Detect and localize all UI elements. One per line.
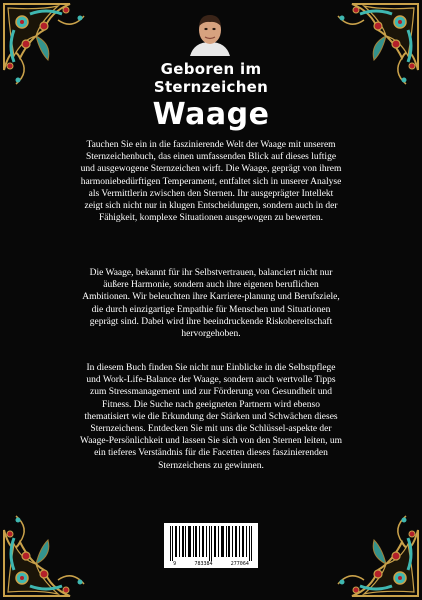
barcode-digit-prefix: 9 — [173, 561, 177, 567]
blurb-paragraph-1: Tauchen Sie ein in die faszinierende Welt der Waage mit unserem Sternzeichenbuch, das einen umfassenden Blick auf dieses luftige und ausgewogene Sternzeichen wirft. Die Waage, geprägt von ihrem harmoniebedürftigen Temperament, entfaltet sich in unserer Analyse als Vermittlerin zwischen den Sternen. Ihr ausgeprägter Intellekt zeigt sich nicht nur in klugen Entscheidungen, sondern auch in der Fähigkeit, komplexe Situationen ausgewogen zu bewerten. — [80, 140, 342, 224]
author-portrait — [186, 12, 234, 56]
ornament-corner-icon — [0, 508, 92, 600]
title-line-1: Geboren im — [160, 60, 262, 78]
title-main: Waage — [152, 97, 270, 132]
book-title — [0, 60, 422, 133]
barcode-digits — [164, 560, 258, 568]
barcode-digit-group-2: 277064 — [230, 561, 249, 567]
blurb-paragraph-2: Die Waage, bekannt für ihr Selbstvertrauen, balanciert nicht nur äußere Harmonie, sondern auch ihre eigenen beruflichen Ambitionen. Wir beleuchten ihre Karriere-planung und Berufsziele, die durch einzigartige Empathie für Menschen und Situationen geprägt sind. Dabei wird ihre beeindruckende Riskobereitschaft hervorgehoben. — [82, 268, 340, 340]
ornament-corner-icon — [330, 508, 422, 600]
barcode-digit-group-1: 783384 — [194, 561, 213, 567]
blurb-paragraph-3: In diesem Buch finden Sie nicht nur Einblicke in die Selbstpflege und Work-Life-Balance der Waage, sondern auch wertvolle Tipps zum Stressmanagement und zur Förderung von Gesundheit und Fitness. Die Suche nach geeigneten Partnern wird ebenso thematisiert wie die Erkundung der Stärken und Schwächen dieses Sternzeichens. Entdecken Sie mit uns die Schlüssel-aspekte der Waage-Persönlichkeit und lassen Sie sich von den Sternen leiten, um ein tieferes Verständnis für die Facetten dieses faszinierenden Sternzeichens zu gewinnen. — [80, 363, 343, 471]
isbn-barcode — [164, 523, 258, 568]
barcode-bars — [164, 523, 258, 561]
title-line-2: Sternzeichen — [153, 78, 269, 96]
